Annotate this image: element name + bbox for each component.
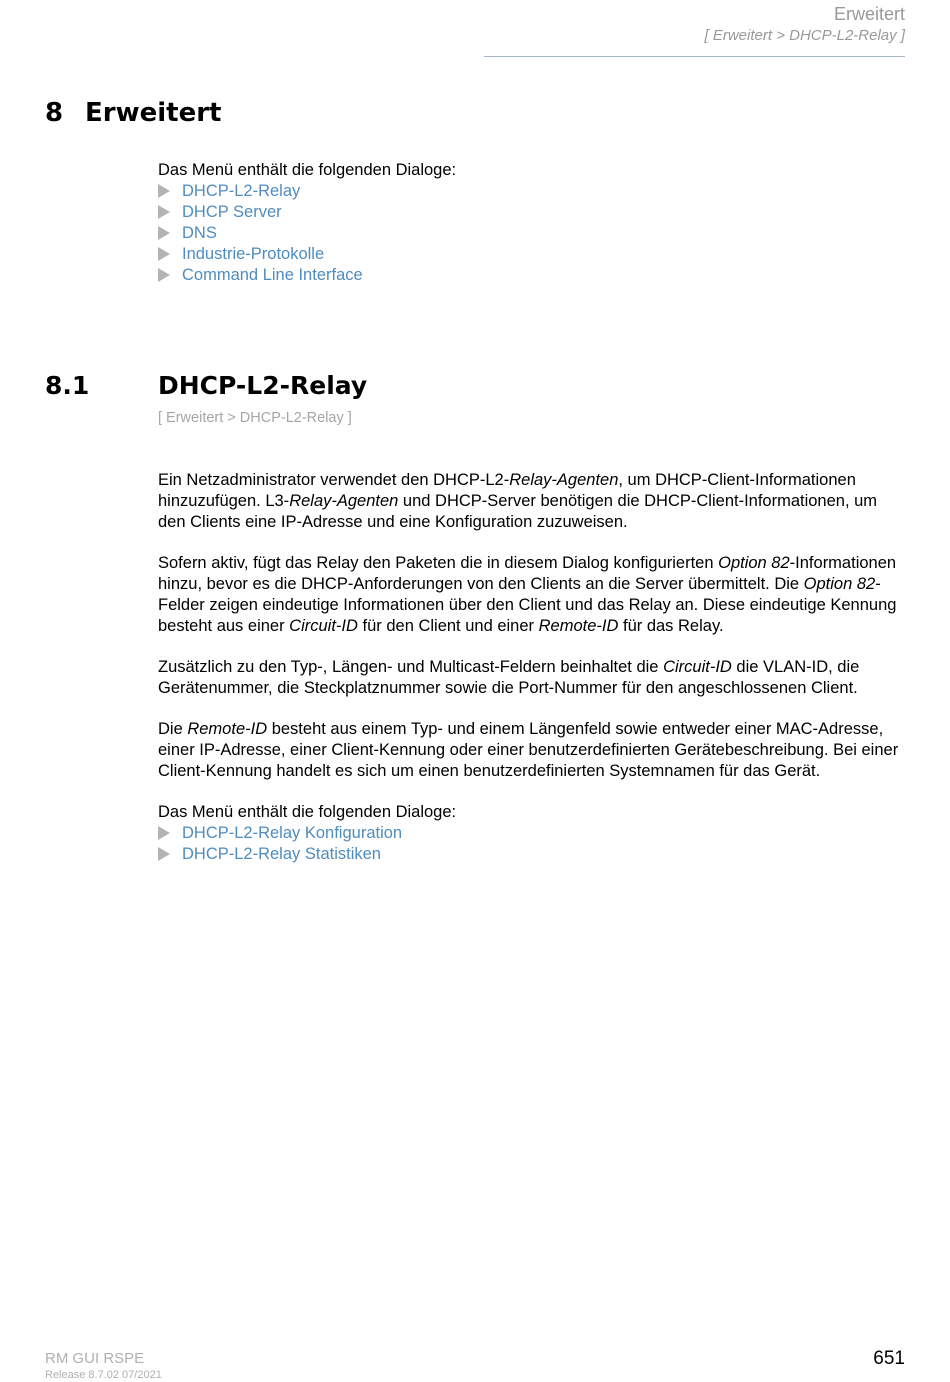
italic-term: Relay-Agenten bbox=[289, 492, 399, 510]
link-industrie-protokolle[interactable]: Industrie-Protokolle bbox=[182, 245, 325, 263]
text-run: Die bbox=[158, 720, 188, 738]
section-breadcrumb: [ Erweitert > DHCP-L2-Relay ] bbox=[158, 410, 352, 426]
chapter-number: 8 bbox=[45, 98, 64, 128]
link-dhcp-l2-relay-konfiguration[interactable]: DHCP-L2-Relay Konfiguration bbox=[182, 824, 403, 842]
chapter-title: Erweitert bbox=[85, 98, 222, 128]
list-item bbox=[158, 844, 908, 865]
page-number: 651 bbox=[873, 1348, 905, 1369]
text-run: Ein Netzadministrator verwendet den DHCP-L2- bbox=[158, 471, 510, 489]
running-header-title: Erweitert bbox=[833, 4, 905, 24]
text-run: für den Client und einer bbox=[357, 617, 539, 635]
paragraph bbox=[158, 553, 908, 637]
italic-term: Remote-ID bbox=[187, 720, 268, 738]
triangle-bullet-icon bbox=[158, 847, 170, 861]
italic-term: Option 82 bbox=[803, 575, 876, 593]
triangle-bullet-icon bbox=[158, 247, 170, 261]
text-run: -Felder zeigen eindeutige Informationen über den Client und das Relay an. Diese eindeutige Kennung besteht aus einer bbox=[158, 575, 897, 635]
section-dialogs-intro: Das Menü enthält die folgenden Dialoge: bbox=[158, 803, 457, 821]
italic-term: Remote-ID bbox=[538, 617, 619, 635]
chapter-heading bbox=[45, 96, 221, 130]
italic-term: Circuit-ID bbox=[663, 658, 732, 676]
text-run: -Informationen hinzu, bevor es die DHCP-Anforderungen von den Clients an die Server übermittelt. Die bbox=[158, 554, 897, 593]
link-command-line-interface[interactable]: Command Line Interface bbox=[182, 266, 363, 284]
italic-term: Relay-Agenten bbox=[509, 471, 619, 489]
text-run: , um DHCP-Client-Informationen hinzuzufügen. L3- bbox=[158, 471, 856, 510]
text-run: für das Relay. bbox=[618, 617, 724, 635]
list-item bbox=[158, 202, 456, 223]
triangle-bullet-icon bbox=[158, 826, 170, 840]
link-dhcp-l2-relay-statistiken[interactable]: DHCP-L2-Relay Statistiken bbox=[182, 845, 381, 863]
list-item bbox=[158, 265, 456, 286]
link-dns[interactable]: DNS bbox=[182, 224, 217, 242]
text-run: Sofern aktiv, fügt das Relay den Paketen die in diesem Dialog konfigurierten bbox=[158, 554, 719, 572]
text-run: und DHCP-Server benötigen die DHCP-Client-Informationen, um den Clients eine IP-Adresse und eine Konfiguration zuzuweisen. bbox=[158, 492, 878, 531]
paragraph bbox=[158, 719, 908, 782]
list-item bbox=[158, 181, 456, 202]
text-run: Zusätzlich zu den Typ-, Längen- und Multicast-Feldern beinhaltet die bbox=[158, 658, 664, 676]
section-dialog-list bbox=[158, 823, 908, 865]
link-dhcp-l2-relay[interactable]: DHCP-L2-Relay bbox=[182, 182, 301, 200]
list-item bbox=[158, 244, 456, 265]
triangle-bullet-icon bbox=[158, 226, 170, 240]
chapter-intro-text: Das Menü enthält die folgenden Dialoge: bbox=[158, 161, 457, 179]
triangle-bullet-icon bbox=[158, 184, 170, 198]
section-body bbox=[158, 470, 908, 865]
text-run: die VLAN-ID, die Gerätenummer, die Steckplatznummer sowie die Port-Nummer für den angeschlossenen Client. bbox=[158, 658, 860, 697]
footer-release: Release 8.7.02 07/2021 bbox=[45, 1369, 162, 1381]
list-item bbox=[158, 223, 456, 244]
link-dhcp-server[interactable]: DHCP Server bbox=[182, 203, 282, 221]
footer-product: RM GUI RSPE bbox=[45, 1350, 145, 1367]
triangle-bullet-icon bbox=[158, 268, 170, 282]
triangle-bullet-icon bbox=[158, 205, 170, 219]
list-item bbox=[158, 823, 908, 844]
text-run: besteht aus einem Typ- und einem Längenfeld sowie entweder einer MAC-Adresse, einer IP-Adresse, einer Client-Kennung oder einer benutzerdefinierten Gerätebeschreibung. Bei einer Client-Kennung handelt es sich um einen benutzerdefinierten Systemnamen für das Gerät. bbox=[158, 720, 899, 780]
italic-term: Circuit-ID bbox=[289, 617, 358, 635]
paragraph bbox=[158, 657, 908, 699]
header-divider bbox=[484, 56, 905, 57]
section-heading bbox=[45, 370, 367, 402]
italic-term: Option 82 bbox=[718, 554, 790, 572]
running-header-breadcrumb: [ Erweitert > DHCP-L2-Relay ] bbox=[704, 27, 905, 44]
section-number: 8.1 bbox=[45, 371, 90, 400]
paragraph bbox=[158, 470, 908, 533]
chapter-dialog-list bbox=[158, 181, 456, 286]
section-title: DHCP-L2-Relay bbox=[158, 371, 368, 400]
chapter-intro-block bbox=[158, 160, 456, 286]
